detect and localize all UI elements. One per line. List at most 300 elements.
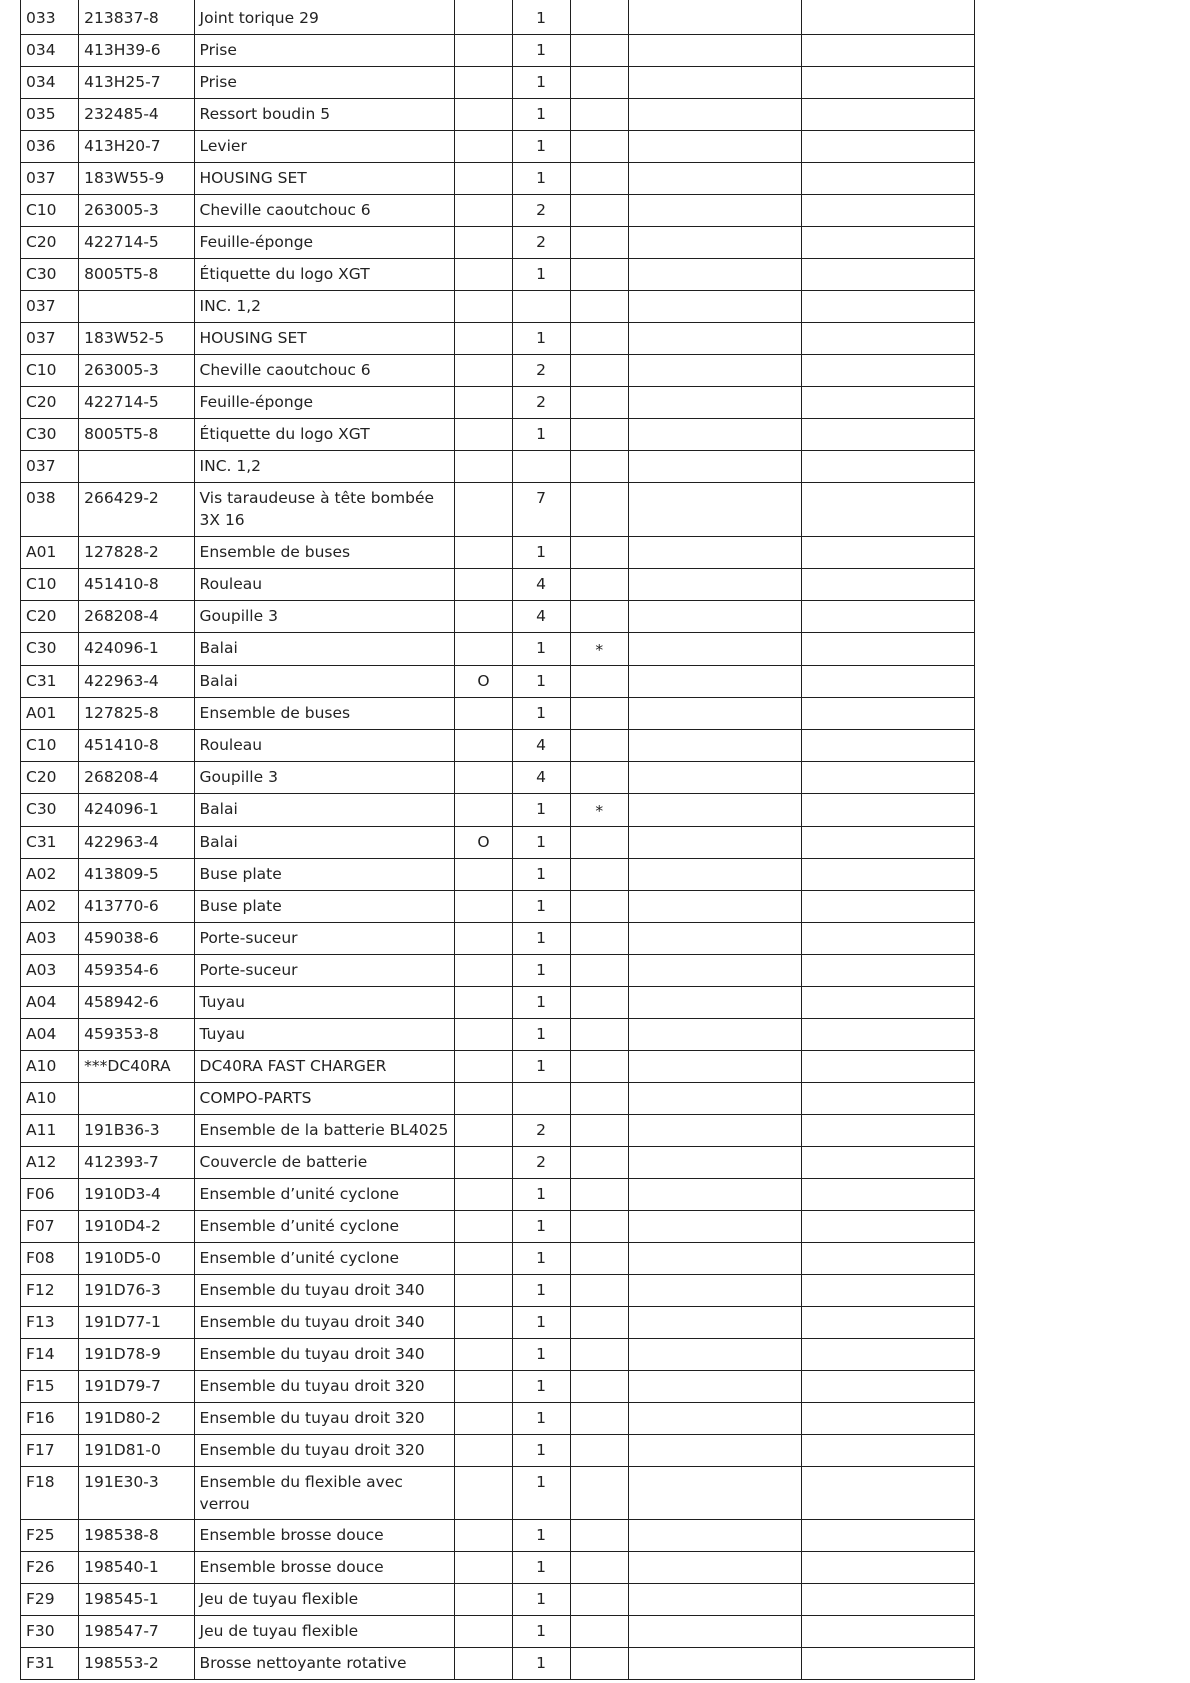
description-cell: Feuille-éponge [194, 387, 455, 419]
part-number-cell: 458942-6 [79, 987, 194, 1019]
table-row [21, 323, 975, 355]
blank-cell [628, 259, 802, 291]
blank-cell [802, 698, 975, 730]
option-mark-cell [455, 419, 512, 451]
table-row [21, 537, 975, 569]
blank-cell [802, 794, 975, 827]
blank-cell [802, 891, 975, 923]
item-number-cell: C10 [21, 730, 79, 762]
blank-cell [802, 1467, 975, 1520]
part-number-cell: 459038-6 [79, 923, 194, 955]
option-mark-cell [455, 1051, 512, 1083]
blank-cell [628, 1051, 802, 1083]
item-number-cell: F15 [21, 1371, 79, 1403]
note-mark-cell [570, 483, 628, 537]
option-mark-cell [455, 1552, 512, 1584]
blank-cell [628, 1435, 802, 1467]
blank-cell [628, 1019, 802, 1051]
blank-cell [802, 1051, 975, 1083]
item-number-cell: A12 [21, 1147, 79, 1179]
quantity-cell: 1 [512, 99, 570, 131]
blank-cell [628, 483, 802, 537]
part-number-cell: 424096-1 [79, 633, 194, 666]
blank-cell [628, 1520, 802, 1552]
part-number-cell: 198553-2 [79, 1648, 194, 1680]
item-number-cell: 037 [21, 163, 79, 195]
blank-cell [628, 569, 802, 601]
blank-cell [802, 1584, 975, 1616]
item-number-cell: C10 [21, 569, 79, 601]
table-row [21, 291, 975, 323]
blank-cell [802, 227, 975, 259]
part-number-cell: 183W55-9 [79, 163, 194, 195]
item-number-cell: 038 [21, 483, 79, 537]
blank-cell [802, 259, 975, 291]
blank-cell [802, 633, 975, 666]
quantity-cell: 1 [512, 537, 570, 569]
option-mark-cell [455, 1520, 512, 1552]
description-cell: Ensemble de buses [194, 698, 455, 730]
option-mark-cell [455, 195, 512, 227]
blank-cell [628, 1371, 802, 1403]
blank-cell [628, 99, 802, 131]
table-row [21, 1403, 975, 1435]
note-mark-cell [570, 99, 628, 131]
item-number-cell: A01 [21, 698, 79, 730]
quantity-cell: 1 [512, 1339, 570, 1371]
blank-cell [628, 923, 802, 955]
option-mark-cell [455, 537, 512, 569]
blank-cell [628, 1339, 802, 1371]
blank-cell [802, 1339, 975, 1371]
quantity-cell: 2 [512, 1147, 570, 1179]
option-mark-cell [455, 227, 512, 259]
option-mark-cell [455, 1147, 512, 1179]
part-number-cell: 263005-3 [79, 355, 194, 387]
quantity-cell: 2 [512, 355, 570, 387]
blank-cell [802, 1147, 975, 1179]
item-number-cell: C30 [21, 419, 79, 451]
note-mark-cell [570, 827, 628, 859]
table-row [21, 1520, 975, 1552]
part-number-cell: 191D77-1 [79, 1307, 194, 1339]
note-mark-cell [570, 1115, 628, 1147]
blank-cell [802, 1403, 975, 1435]
option-mark-cell [455, 35, 512, 67]
description-cell: Ensemble de buses [194, 537, 455, 569]
note-mark-cell [570, 923, 628, 955]
item-number-cell: F29 [21, 1584, 79, 1616]
item-number-cell: C31 [21, 827, 79, 859]
blank-cell [628, 1275, 802, 1307]
blank-cell [802, 99, 975, 131]
blank-cell [802, 1648, 975, 1680]
table-row [21, 163, 975, 195]
table-row [21, 601, 975, 633]
description-cell: Vis taraudeuse à tête bombée 3X 16 [194, 483, 455, 537]
quantity-cell [512, 291, 570, 323]
note-mark-cell [570, 1019, 628, 1051]
blank-cell [628, 387, 802, 419]
part-number-cell: 422714-5 [79, 227, 194, 259]
part-number-cell: 191D80-2 [79, 1403, 194, 1435]
description-cell: Balai [194, 794, 455, 827]
option-mark-cell [455, 955, 512, 987]
quantity-cell: 1 [512, 1520, 570, 1552]
part-number-cell: 451410-8 [79, 730, 194, 762]
option-mark-cell [455, 891, 512, 923]
option-mark-cell [455, 1648, 512, 1680]
description-cell: Étiquette du logo XGT [194, 419, 455, 451]
option-mark-cell [455, 794, 512, 827]
part-number-cell: 1910D5-0 [79, 1243, 194, 1275]
quantity-cell: 1 [512, 1211, 570, 1243]
item-number-cell: F25 [21, 1520, 79, 1552]
part-number-cell: 413H39-6 [79, 35, 194, 67]
table-row [21, 419, 975, 451]
table-row [21, 1147, 975, 1179]
item-number-cell: A10 [21, 1083, 79, 1115]
blank-cell [628, 355, 802, 387]
table-row [21, 227, 975, 259]
table-row [21, 569, 975, 601]
blank-cell [802, 1520, 975, 1552]
table-row [21, 633, 975, 666]
description-cell: DC40RA FAST CHARGER [194, 1051, 455, 1083]
table-row [21, 730, 975, 762]
blank-cell [628, 537, 802, 569]
table-row [21, 794, 975, 827]
note-mark-cell [570, 67, 628, 99]
blank-cell [628, 794, 802, 827]
blank-cell [802, 1552, 975, 1584]
item-number-cell: C20 [21, 601, 79, 633]
quantity-cell: 1 [512, 163, 570, 195]
item-number-cell: C31 [21, 666, 79, 698]
item-number-cell: C20 [21, 227, 79, 259]
description-cell: Joint torique 29 [194, 0, 455, 35]
item-number-cell: F16 [21, 1403, 79, 1435]
part-number-cell: 1910D4-2 [79, 1211, 194, 1243]
note-mark-cell [570, 1051, 628, 1083]
option-mark-cell [455, 1211, 512, 1243]
note-mark-cell [570, 1552, 628, 1584]
note-mark-cell [570, 35, 628, 67]
quantity-cell: 4 [512, 762, 570, 794]
table-row [21, 698, 975, 730]
note-mark-cell [570, 955, 628, 987]
option-mark-cell [455, 259, 512, 291]
quantity-cell: 1 [512, 1552, 570, 1584]
note-mark-cell [570, 1243, 628, 1275]
note-mark-cell [570, 1616, 628, 1648]
note-mark-cell [570, 1435, 628, 1467]
part-number-cell [79, 291, 194, 323]
description-cell: Cheville caoutchouc 6 [194, 195, 455, 227]
blank-cell [802, 923, 975, 955]
item-number-cell: A03 [21, 955, 79, 987]
blank-cell [628, 827, 802, 859]
blank-cell [628, 955, 802, 987]
blank-cell [628, 1307, 802, 1339]
description-cell: Rouleau [194, 730, 455, 762]
part-number-cell: 127828-2 [79, 537, 194, 569]
part-number-cell: 198545-1 [79, 1584, 194, 1616]
description-cell: Balai [194, 827, 455, 859]
description-cell: Rouleau [194, 569, 455, 601]
description-cell: Cheville caoutchouc 6 [194, 355, 455, 387]
option-mark-cell [455, 762, 512, 794]
blank-cell [628, 601, 802, 633]
option-mark-cell [455, 1019, 512, 1051]
part-number-cell: 213837-8 [79, 0, 194, 35]
blank-cell [802, 1211, 975, 1243]
blank-cell [802, 131, 975, 163]
part-number-cell: 266429-2 [79, 483, 194, 537]
description-cell: Buse plate [194, 891, 455, 923]
blank-cell [802, 1083, 975, 1115]
note-mark-cell [570, 163, 628, 195]
quantity-cell: 1 [512, 1179, 570, 1211]
part-number-cell: 413H20-7 [79, 131, 194, 163]
description-cell: Ensemble du tuyau droit 320 [194, 1403, 455, 1435]
blank-cell [802, 1115, 975, 1147]
table-row [21, 1648, 975, 1680]
option-mark-cell [455, 1083, 512, 1115]
quantity-cell: 1 [512, 131, 570, 163]
quantity-cell: 1 [512, 1243, 570, 1275]
option-mark-cell [455, 601, 512, 633]
part-number-cell: 191E30-3 [79, 1467, 194, 1520]
note-mark-cell [570, 569, 628, 601]
table-row [21, 1115, 975, 1147]
table-row [21, 923, 975, 955]
part-number-cell: 459354-6 [79, 955, 194, 987]
quantity-cell: 2 [512, 1115, 570, 1147]
option-mark-cell: O [455, 827, 512, 859]
note-mark-cell [570, 762, 628, 794]
quantity-cell: 1 [512, 1051, 570, 1083]
quantity-cell: 4 [512, 730, 570, 762]
option-mark-cell [455, 730, 512, 762]
blank-cell [628, 163, 802, 195]
note-mark-cell [570, 1339, 628, 1371]
blank-cell [802, 1307, 975, 1339]
description-cell: HOUSING SET [194, 323, 455, 355]
note-mark-cell [570, 730, 628, 762]
note-mark-cell [570, 291, 628, 323]
note-mark-cell [570, 323, 628, 355]
option-mark-cell [455, 1307, 512, 1339]
quantity-cell: 1 [512, 1584, 570, 1616]
blank-cell [802, 195, 975, 227]
blank-cell [802, 730, 975, 762]
blank-cell [628, 35, 802, 67]
blank-cell [628, 419, 802, 451]
item-number-cell: 037 [21, 291, 79, 323]
part-number-cell: 232485-4 [79, 99, 194, 131]
description-cell: Goupille 3 [194, 762, 455, 794]
option-mark-cell [455, 987, 512, 1019]
description-cell: Levier [194, 131, 455, 163]
part-number-cell: 268208-4 [79, 762, 194, 794]
part-number-cell: 268208-4 [79, 601, 194, 633]
table-row [21, 1584, 975, 1616]
quantity-cell: 1 [512, 0, 570, 35]
blank-cell [802, 419, 975, 451]
part-number-cell: 1910D3-4 [79, 1179, 194, 1211]
item-number-cell: A01 [21, 537, 79, 569]
option-mark-cell [455, 1403, 512, 1435]
blank-cell [802, 537, 975, 569]
quantity-cell: 2 [512, 227, 570, 259]
description-cell: Ensemble de la batterie BL4025 [194, 1115, 455, 1147]
option-mark-cell [455, 451, 512, 483]
quantity-cell: 2 [512, 387, 570, 419]
description-cell: Ensemble brosse douce [194, 1552, 455, 1584]
blank-cell [628, 762, 802, 794]
blank-cell [802, 762, 975, 794]
option-mark-cell [455, 569, 512, 601]
note-mark-cell [570, 1371, 628, 1403]
option-mark-cell [455, 1584, 512, 1616]
table-row [21, 1179, 975, 1211]
item-number-cell: 037 [21, 451, 79, 483]
item-number-cell: F13 [21, 1307, 79, 1339]
blank-cell [802, 1019, 975, 1051]
quantity-cell: 1 [512, 666, 570, 698]
blank-cell [802, 355, 975, 387]
blank-cell [628, 859, 802, 891]
quantity-cell: 4 [512, 569, 570, 601]
quantity-cell: 1 [512, 923, 570, 955]
part-number-cell: 198540-1 [79, 1552, 194, 1584]
part-number-cell: 8005T5-8 [79, 419, 194, 451]
table-row [21, 987, 975, 1019]
note-mark-cell [570, 1403, 628, 1435]
part-number-cell: 183W52-5 [79, 323, 194, 355]
option-mark-cell [455, 698, 512, 730]
item-number-cell: C30 [21, 259, 79, 291]
option-mark-cell [455, 131, 512, 163]
description-cell: INC. 1,2 [194, 291, 455, 323]
description-cell: Ensemble du tuyau droit 320 [194, 1371, 455, 1403]
table-row [21, 1243, 975, 1275]
description-cell: Prise [194, 35, 455, 67]
blank-cell [628, 1115, 802, 1147]
description-cell: Ensemble du flexible avec verrou [194, 1467, 455, 1520]
table-row [21, 355, 975, 387]
option-mark-cell [455, 633, 512, 666]
blank-cell [802, 1371, 975, 1403]
note-mark-cell [570, 891, 628, 923]
description-cell: Ensemble d’unité cyclone [194, 1211, 455, 1243]
blank-cell [802, 67, 975, 99]
part-number-cell: 413809-5 [79, 859, 194, 891]
description-cell: Balai [194, 666, 455, 698]
note-mark-cell [570, 698, 628, 730]
quantity-cell: 1 [512, 891, 570, 923]
table-row [21, 1083, 975, 1115]
blank-cell [628, 698, 802, 730]
note-mark-cell [570, 987, 628, 1019]
part-number-cell: 422963-4 [79, 666, 194, 698]
part-number-cell: 127825-8 [79, 698, 194, 730]
item-number-cell: 036 [21, 131, 79, 163]
description-cell: Ensemble du tuyau droit 340 [194, 1275, 455, 1307]
description-cell: Ensemble du tuyau droit 340 [194, 1307, 455, 1339]
quantity-cell: 1 [512, 1403, 570, 1435]
quantity-cell: 1 [512, 35, 570, 67]
option-mark-cell [455, 859, 512, 891]
blank-cell [802, 483, 975, 537]
note-mark-cell [570, 451, 628, 483]
note-mark-cell [570, 1179, 628, 1211]
description-cell: Brosse nettoyante rotative [194, 1648, 455, 1680]
description-cell: Ensemble d’unité cyclone [194, 1243, 455, 1275]
table-row [21, 762, 975, 794]
note-mark-cell [570, 666, 628, 698]
option-mark-cell [455, 291, 512, 323]
note-mark-cell [570, 1307, 628, 1339]
item-number-cell: F17 [21, 1435, 79, 1467]
part-number-cell: 451410-8 [79, 569, 194, 601]
item-number-cell: F18 [21, 1467, 79, 1520]
option-mark-cell [455, 99, 512, 131]
option-mark-cell [455, 163, 512, 195]
note-mark-cell [570, 195, 628, 227]
blank-cell [628, 1147, 802, 1179]
table-row [21, 1051, 975, 1083]
item-number-cell: 034 [21, 67, 79, 99]
part-number-cell: 198538-8 [79, 1520, 194, 1552]
quantity-cell: 1 [512, 1435, 570, 1467]
part-number-cell: 413H25-7 [79, 67, 194, 99]
item-number-cell: 033 [21, 0, 79, 35]
quantity-cell [512, 451, 570, 483]
quantity-cell: 1 [512, 419, 570, 451]
blank-cell [628, 1648, 802, 1680]
note-mark-cell [570, 259, 628, 291]
option-mark-cell [455, 1115, 512, 1147]
table-row [21, 483, 975, 537]
quantity-cell: 1 [512, 1616, 570, 1648]
item-number-cell: C10 [21, 195, 79, 227]
option-mark-cell [455, 355, 512, 387]
table-row [21, 859, 975, 891]
table-row [21, 0, 975, 35]
blank-cell [628, 1616, 802, 1648]
table-row [21, 1019, 975, 1051]
quantity-cell [512, 1083, 570, 1115]
blank-cell [628, 131, 802, 163]
part-number-cell: 412393-7 [79, 1147, 194, 1179]
blank-cell [628, 1179, 802, 1211]
part-number-cell: 191D81-0 [79, 1435, 194, 1467]
item-number-cell: F06 [21, 1179, 79, 1211]
table-row [21, 1552, 975, 1584]
note-mark-cell [570, 1147, 628, 1179]
blank-cell [802, 387, 975, 419]
part-number-cell: 424096-1 [79, 794, 194, 827]
description-cell: Ensemble du tuyau droit 320 [194, 1435, 455, 1467]
note-mark-cell [570, 859, 628, 891]
quantity-cell: 1 [512, 955, 570, 987]
description-cell: Porte-suceur [194, 923, 455, 955]
blank-cell [628, 666, 802, 698]
description-cell: Buse plate [194, 859, 455, 891]
quantity-cell: 1 [512, 794, 570, 827]
